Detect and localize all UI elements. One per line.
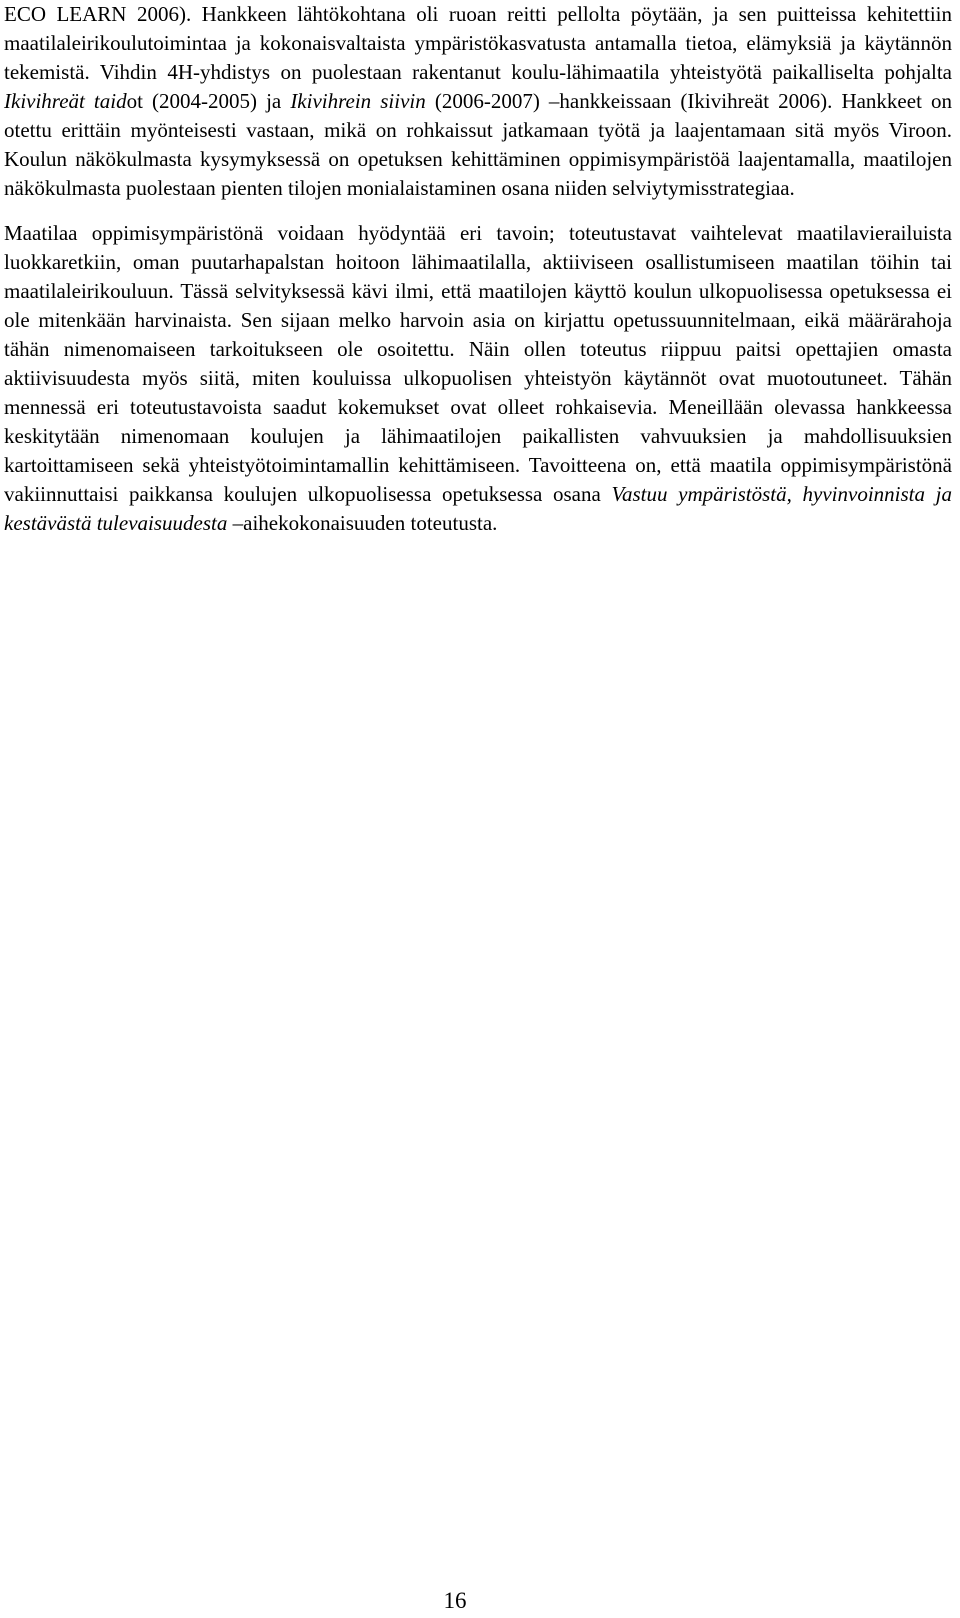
paragraph-1-text-b: ot (2004-2005) ja — [126, 89, 291, 113]
page-number: 16 — [443, 1588, 467, 1613]
paragraph-1-text-a: ECO LEARN 2006). Hankkeen lähtökohtana oli ruoan reitti pellolta pöytään, ja sen puitteissa kehitettiin maatilaleirikoulutoimintaa ja kokonaisvaltaista ympäristökasvatusta antamalla tietoa, elämyksiä ja käytännön tekemistä. Vihdin 4H-yhdistys on puolestaan rakentanut koulu-lähimaatila yhteistyötä paikalliselta pohjalta — [4, 2, 952, 84]
paragraph-2-text-b: –aihekokonaisuuden toteutusta. — [227, 511, 498, 535]
paragraph-2-text-a: Maatilaa oppimisympäristönä voidaan hyödyntää eri tavoin; toteutustavat vaihtelevat maatilavierailuista luokkaretkiin, oman puutarhapalstan hoitoon lähimaatilalla, aktiiviseen osallistumiseen maatilan töihin tai maatilaleirikouluun. Tässä selvityksessä kävi ilmi, että maatilojen käyttö koulun ulkopuolisessa opetuksessa ei ole mitenkään harvinaista. Sen sijaan melko harvoin asia on kirjattu opetussuunnitelmaan, eikä määrärahoja tähän nimenomaiseen tarkoitukseen ole osoitettu. Näin ollen toteutus riippuu paitsi opettajien omasta aktiivisuudesta myös siitä, miten kouluissa ulkopuolisen yhteistyön käytännöt ovat muotoutuneet. Tähän mennessä eri toteutustavoista saadut kokemukset ovat olleet rohkaisevia. Meneillään olevassa hankkeessa keskitytään nimenomaan koulujen ja lähimaatilojen paikallisten vahvuuksien ja mahdollisuuksien kartoittamiseen sekä yhteistyötoimintamallin kehittämiseen. Tavoitteena on, että maatila oppimisympäristönä vakiinnuttaisi paikkansa koulujen ulkopuolisessa opetuksessa osana — [4, 221, 952, 506]
body-paragraph-1 — [4, 0, 952, 203]
paragraph-1-text-c: (2006-2007) –hankkeissaan (Ikivihreät 2006). Hankkeet on otettu erittäin myönteisesti vastaan, mikä on rohkaissut jatkamaan työtä ja laajentamaan sitä myös Viroon. Koulun näkökulmasta kysymyksessä on opetuksen kehittäminen oppimisympäristöä laajentamalla, maatilojen näkökulmasta puolestaan pienten tilojen monialaistaminen osana niiden selviytymisstrategiaa. — [4, 89, 952, 200]
body-paragraph-2 — [4, 219, 952, 538]
paragraph-1-italic-project-name-2: Ikivihrein siivin — [290, 89, 426, 113]
document-page — [4, 0, 952, 538]
paragraph-2-italic-theme-name: Vastuu ympäristöstä, hyvinvoinnista ja kestävästä tulevaisuudesta — [4, 482, 952, 535]
paragraph-1-italic-project-name-1: Ikivihreät taid — [4, 89, 127, 113]
